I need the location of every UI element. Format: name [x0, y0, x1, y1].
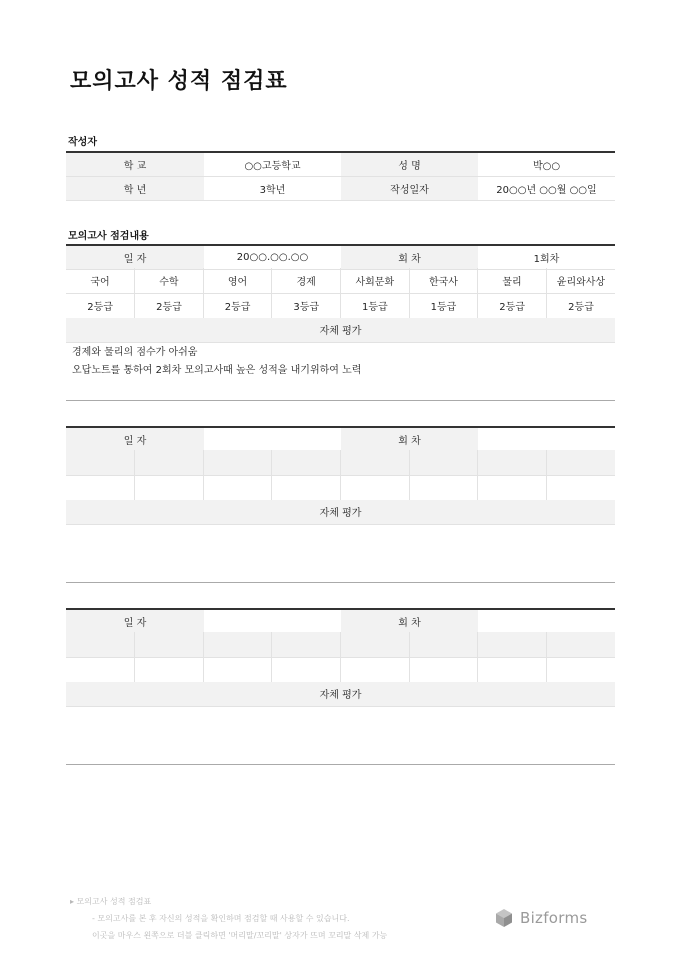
exam-round-label: 회 차 [341, 609, 478, 633]
self-eval-label: 자체 평가 [66, 500, 615, 524]
grade-cell[interactable] [409, 475, 478, 500]
subject-cell: 사회문화 [341, 268, 410, 293]
self-eval-text-1[interactable] [66, 344, 615, 401]
subject-cell[interactable] [409, 450, 478, 475]
subject-cell: 물리 [478, 268, 547, 293]
grade-cell[interactable]: 2등급 [203, 293, 272, 318]
grade-cell[interactable] [66, 475, 135, 500]
self-eval-line: 경제와 물리의 점수가 아쉬움 [72, 347, 198, 358]
grade-value[interactable]: 3학년 [204, 176, 341, 200]
subject-cell[interactable] [341, 632, 410, 657]
self-eval-label: 자체 평가 [66, 318, 615, 342]
subject-cell[interactable] [203, 450, 272, 475]
grade-cell[interactable] [203, 657, 272, 682]
page-title: 모의고사 성적 점검표 [70, 69, 288, 94]
subject-cell[interactable] [272, 632, 341, 657]
grade-cell[interactable] [546, 475, 615, 500]
exam-date-label: 일 자 [66, 609, 204, 633]
grade-cell[interactable]: 1등급 [409, 293, 478, 318]
exam-header-table-3 [66, 608, 615, 634]
grade-cell[interactable] [478, 657, 547, 682]
subject-cell: 수학 [135, 268, 204, 293]
grade-cell[interactable] [341, 475, 410, 500]
exam-round-value[interactable] [478, 427, 615, 451]
grade-cell[interactable]: 2등급 [546, 293, 615, 318]
name-value[interactable]: 박○○ [478, 152, 615, 176]
exam-header-table-2 [66, 426, 615, 452]
exam-round-label: 회 차 [341, 427, 478, 451]
subject-grade-table-1 [66, 268, 615, 319]
subject-grade-table-3 [66, 632, 615, 683]
name-label: 성 명 [341, 152, 478, 176]
exam-date-label: 일 자 [66, 427, 204, 451]
subject-cell[interactable] [135, 632, 204, 657]
grade-cell[interactable] [546, 657, 615, 682]
self-eval-label: 자체 평가 [66, 682, 615, 706]
exam-section-label: 모의고사 점검내용 [68, 231, 149, 242]
grade-cell[interactable] [409, 657, 478, 682]
exam-date-value[interactable] [204, 609, 341, 633]
exam-round-value[interactable] [478, 609, 615, 633]
subject-cell[interactable] [478, 632, 547, 657]
subject-cell[interactable] [272, 450, 341, 475]
subject-grade-table-2 [66, 450, 615, 501]
subject-cell[interactable] [409, 632, 478, 657]
subject-cell: 국어 [66, 268, 135, 293]
writer-info-table [66, 151, 615, 201]
footer-line-title: ▸ 모의고사 성적 점검표 [70, 897, 152, 906]
grade-cell[interactable] [66, 657, 135, 682]
date-value[interactable]: 20○○년 ○○월 ○○일 [478, 176, 615, 200]
self-eval-header-2 [66, 500, 615, 525]
grade-cell[interactable] [272, 657, 341, 682]
grade-cell[interactable] [135, 657, 204, 682]
grade-cell[interactable] [272, 475, 341, 500]
self-eval-header-3 [66, 682, 615, 707]
grade-cell[interactable]: 3등급 [272, 293, 341, 318]
exam-date-value[interactable] [204, 427, 341, 451]
writer-section-label: 작성자 [68, 137, 97, 148]
subject-cell[interactable] [478, 450, 547, 475]
exam-date-label: 일 자 [66, 245, 204, 269]
grade-label: 학 년 [66, 176, 204, 200]
brand-name: Bizforms [520, 909, 588, 927]
school-value[interactable]: ○○고등학교 [204, 152, 341, 176]
bizforms-cube-icon [494, 908, 514, 928]
subject-cell: 경제 [272, 268, 341, 293]
self-eval-text-2[interactable] [66, 526, 615, 583]
grade-cell[interactable]: 1등급 [341, 293, 410, 318]
footer-line-description: - 모의고사를 본 후 자신의 성적을 확인하며 점검할 때 사용할 수 있습니다. [92, 914, 350, 923]
date-label: 작성일자 [341, 176, 478, 200]
bizforms-logo [494, 908, 588, 928]
subject-cell[interactable] [135, 450, 204, 475]
self-eval-header-1 [66, 318, 615, 343]
grade-cell[interactable]: 2등급 [478, 293, 547, 318]
footer-note[interactable] [70, 893, 387, 944]
grade-cell[interactable] [478, 475, 547, 500]
grade-cell[interactable] [203, 475, 272, 500]
subject-cell: 영어 [203, 268, 272, 293]
subject-cell[interactable] [66, 632, 135, 657]
subject-cell[interactable] [203, 632, 272, 657]
exam-date-value[interactable]: 20○○.○○.○○ [204, 245, 341, 269]
exam-header-table-1 [66, 244, 615, 270]
footer-line-instruction: 이곳을 마우스 왼쪽으로 더블 클릭하면 '머리말/꼬리말' 상자가 뜨며 꼬리말 삭제 가능 [92, 931, 388, 940]
subject-cell[interactable] [546, 450, 615, 475]
school-label: 학 교 [66, 152, 204, 176]
grade-cell[interactable]: 2등급 [66, 293, 135, 318]
self-eval-line: 오답노트를 통하여 2회차 모의고사때 높은 성적을 내기위하여 노력 [72, 365, 362, 376]
exam-round-value[interactable]: 1회차 [478, 245, 615, 269]
subject-cell[interactable] [66, 450, 135, 475]
exam-round-label: 회 차 [341, 245, 478, 269]
grade-cell[interactable]: 2등급 [135, 293, 204, 318]
subject-cell[interactable] [546, 632, 615, 657]
grade-cell[interactable] [135, 475, 204, 500]
grade-cell[interactable] [341, 657, 410, 682]
subject-cell[interactable] [341, 450, 410, 475]
subject-cell: 한국사 [409, 268, 478, 293]
self-eval-text-3[interactable] [66, 708, 615, 765]
subject-cell: 윤리와사상 [546, 268, 615, 293]
